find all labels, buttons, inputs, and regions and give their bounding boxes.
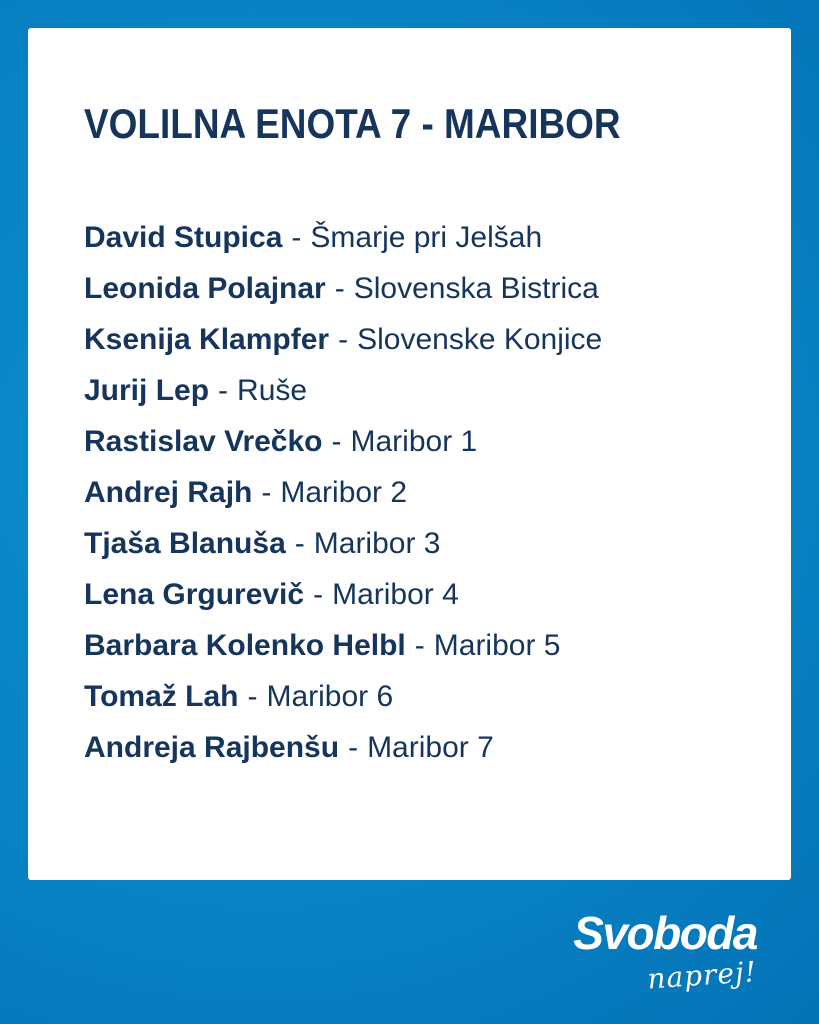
candidate-row bbox=[84, 569, 761, 620]
logo-brand-text: Svoboda bbox=[573, 907, 757, 959]
candidate-row bbox=[84, 467, 761, 518]
candidate-separator: - bbox=[294, 527, 305, 560]
candidate-row bbox=[84, 671, 761, 722]
candidate-separator: - bbox=[313, 578, 324, 611]
candidate-separator: - bbox=[348, 731, 359, 764]
candidate-name: Lena Grgurevič bbox=[84, 578, 305, 611]
candidate-district: Šmarje pri Jelšah bbox=[310, 221, 543, 254]
candidate-district: Ruše bbox=[237, 374, 308, 407]
candidate-district: Slovenske Konjice bbox=[357, 323, 603, 356]
candidate-row bbox=[84, 263, 761, 314]
candidate-name: Leonida Polajnar bbox=[84, 272, 326, 305]
page-title: VOLILNA ENOTA 7 - MARIBOR bbox=[84, 100, 621, 147]
candidate-separator: - bbox=[291, 221, 302, 254]
content-card bbox=[28, 28, 791, 880]
candidate-row bbox=[84, 620, 761, 671]
candidate-separator: - bbox=[247, 680, 258, 713]
candidate-row bbox=[84, 518, 761, 569]
candidate-district: Maribor 3 bbox=[313, 527, 441, 560]
candidate-name: Andreja Rajbenšu bbox=[84, 731, 340, 764]
candidate-district: Maribor 7 bbox=[367, 731, 494, 764]
candidate-name: Tomaž Lah bbox=[84, 680, 239, 713]
candidate-name: Barbara Kolenko Helbl bbox=[84, 629, 406, 662]
svoboda-logo bbox=[573, 907, 759, 996]
candidate-list bbox=[84, 212, 761, 773]
candidate-separator: - bbox=[218, 374, 229, 407]
candidate-row bbox=[84, 365, 761, 416]
candidate-name: Tjaša Blanuša bbox=[84, 527, 286, 560]
candidate-separator: - bbox=[414, 629, 425, 662]
candidate-name: Rastislav Vrečko bbox=[84, 425, 323, 458]
candidate-district: Slovenska Bistrica bbox=[353, 272, 599, 305]
candidate-name: Ksenija Klampfer bbox=[84, 323, 330, 356]
logo-tagline-text: naprej! bbox=[646, 955, 759, 996]
candidate-row bbox=[84, 314, 761, 365]
candidate-name: Andrej Rajh bbox=[84, 476, 253, 509]
candidate-separator: - bbox=[338, 323, 349, 356]
candidate-district: Maribor 1 bbox=[350, 425, 478, 458]
candidate-district: Maribor 5 bbox=[433, 629, 561, 662]
candidate-district: Maribor 6 bbox=[266, 680, 394, 713]
candidate-name: Jurij Lep bbox=[84, 374, 210, 407]
candidate-row bbox=[84, 416, 761, 467]
candidate-separator: - bbox=[261, 476, 272, 509]
candidate-separator: - bbox=[331, 425, 342, 458]
candidate-district: Maribor 2 bbox=[280, 476, 408, 509]
candidate-row bbox=[84, 722, 761, 773]
candidate-district: Maribor 4 bbox=[332, 578, 459, 611]
candidate-separator: - bbox=[334, 272, 345, 305]
candidate-name: David Stupica bbox=[84, 221, 283, 254]
candidate-row bbox=[84, 212, 761, 263]
